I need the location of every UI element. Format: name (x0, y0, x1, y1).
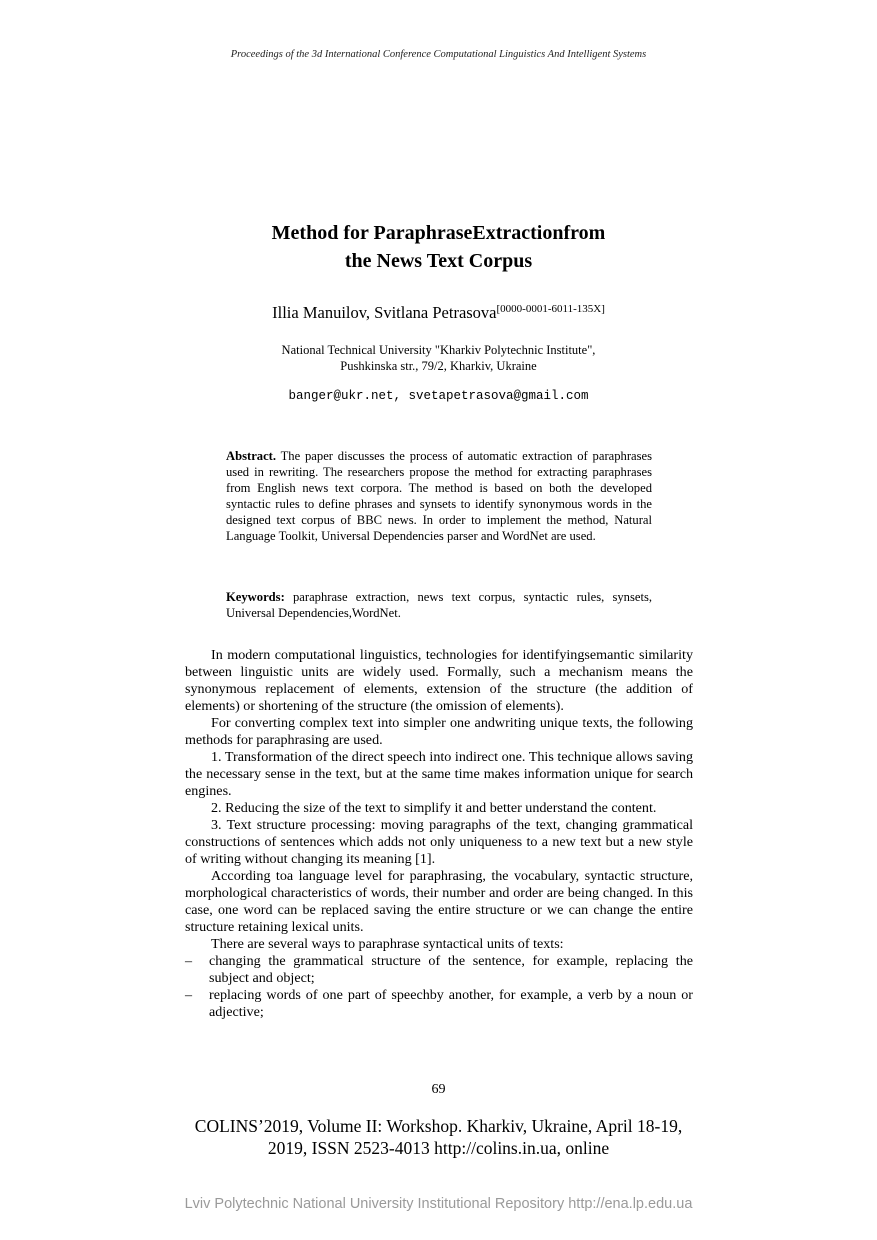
affiliation (0, 342, 877, 374)
conference-line-1: COLINS’2019, Volume II: Workshop. Kharkiv, Ukraine, April 18-19, (194, 1116, 683, 1136)
abstract (226, 448, 652, 545)
orcid: [0000-0001-6011-135X] (496, 303, 605, 315)
bullet-list (185, 953, 693, 1021)
paragraph: According toa language level for paraphrasing, the vocabulary, syntactic structure, morphological characteristics of words, their number and order are being changed. In this case, one word can be replaced saving the entire structure or we can change the entire structure retaining lexical units. (185, 868, 693, 935)
author-emails: banger@ukr.net, svetapetrasova@gmail.com (288, 389, 589, 403)
list-item-text: replacing words of one part of speechby another, for example, a verb by a noun or adjective; (209, 987, 693, 1020)
paragraph: In modern computational linguistics, technologies for identifyingsemantic similarity between linguistic units are widely used. Formally, such a mechanism means the synonymous replacement of elements, extension of the structure (the addition of elements) or shortening of the structure (the omission of elements). (185, 647, 693, 714)
paragraph: There are several ways to paraphrase syntactical units of texts: (211, 936, 564, 952)
list-item-text: changing the grammatical structure of the sentence, for example, replacing the subject and object; (209, 953, 693, 986)
keywords-label: Keywords: (226, 590, 285, 604)
paragraph: 3. Text structure processing: moving paragraphs of the text, changing grammatical constructions of sentences which adds not only uniqueness to a new text but a new style of writing without changing its meaning [1]. (185, 817, 693, 867)
list-item (185, 953, 693, 987)
running-header: Proceedings of the 3d International Conference Computational Linguistics And Intelligent Systems (230, 49, 647, 60)
paragraph: 2. Reducing the size of the text to simplify it and better understand the content. (211, 800, 657, 816)
dash-bullet: – (185, 953, 193, 969)
body-text (185, 647, 693, 1021)
abstract-text: The paper discusses the process of automatic extraction of paraphrases used in rewriting. The researchers propose the method for extracting paraphrases from English news text corpora. The method is based on both the developed syntactic rules to define phrases and synsets to identify synonymous words in the designed text corpus of BBC news. In order to implement the method, Natural Language Toolkit, Universal Dependencies parser and WordNet are used. (226, 449, 652, 544)
affiliation-line-1: National Technical University "Kharkiv Polytechnic Institute", (281, 343, 596, 357)
page-number: 69 (431, 1081, 446, 1097)
paper-title (0, 219, 877, 275)
dash-bullet: – (185, 987, 193, 1003)
conference-line-2: 2019, ISSN 2523-4013 http://colins.in.ua, online (267, 1138, 610, 1158)
paragraph: 1. Transformation of the direct speech into indirect one. This technique allows saving the necessary sense in the text, but at the same time makes information unique for search engines. (185, 749, 693, 799)
keywords (226, 589, 652, 621)
keywords-text: paraphrase extraction, news text corpus, syntactic rules, synsets, Universal Dependencies,WordNet. (226, 590, 652, 621)
affiliation-line-2: Pushkinska str., 79/2, Kharkiv, Ukraine (340, 359, 537, 373)
list-item (185, 987, 693, 1021)
conference-footer (0, 1115, 877, 1159)
paragraph: For converting complex text into simpler one andwriting unique texts, the following methods for paraphrasing are used. (185, 715, 693, 748)
author-names: Illia Manuilov, Svitlana Petrasova (272, 303, 497, 322)
abstract-label: Abstract. (226, 449, 277, 463)
title-line-2: the News Text Corpus (344, 250, 533, 272)
repository-watermark: Lviv Polytechnic National University Institutional Repository http://ena.lp.edu.ua (184, 1196, 693, 1212)
authors (0, 303, 877, 323)
title-line-1: Method for ParaphraseExtractionfrom (271, 222, 606, 244)
